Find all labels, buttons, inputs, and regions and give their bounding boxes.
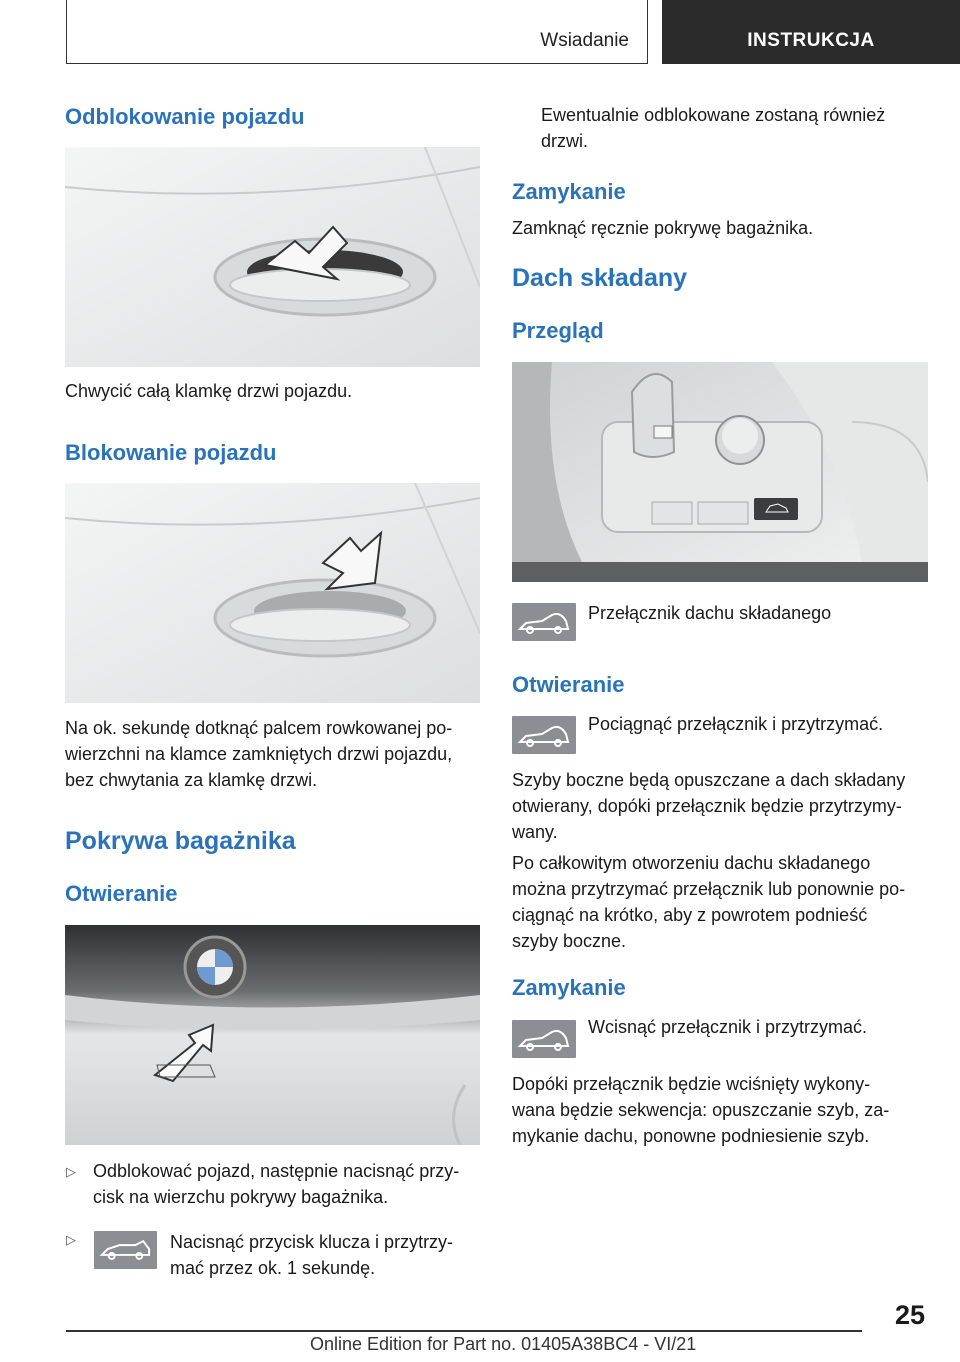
roof-close-text-line-2: wana będzie sekwencja: opuszczanie szyb, za-: [512, 1100, 890, 1120]
trunk-button-illustration: [65, 925, 480, 1145]
roof-open-text-2-line-1: Po całkowitym otworzeniu dachu składanego: [512, 853, 871, 873]
roof-close-text-line-3: mykanie dachu, ponowne podniesienie szyb.: [512, 1126, 870, 1146]
footer-divider: [66, 1330, 862, 1332]
heading-lock-vehicle: Blokowanie pojazdu: [65, 440, 277, 465]
car-trunk-key-icon: [94, 1231, 157, 1269]
header-section-box: [66, 0, 648, 64]
door-handle-lock-illustration: [65, 483, 480, 703]
trunk-step-2-line-2: mać przez ok. 1 sekundę.: [170, 1258, 376, 1278]
bullet-marker-1: ▷: [66, 1164, 76, 1179]
instruction-tab-label: INSTRUKCJA: [747, 30, 875, 51]
unlock-doors-note-line-2: drzwi.: [541, 131, 589, 151]
trunk-step-1-line-1: Odblokować pojazd, następnie nacisnąć przy-: [93, 1161, 460, 1181]
trunk-step-1-line-2: cisk na wierzchu pokrywy bagażnika.: [93, 1187, 389, 1207]
bullet-marker-2: ▷: [66, 1232, 76, 1247]
unlock-instruction: Chwycić całą klamkę drzwi pojazdu.: [65, 381, 353, 401]
center-console-illustration: [512, 362, 928, 582]
page-number: 25: [895, 1300, 926, 1330]
trunk-step-2-line-1: Nacisnąć przycisk klucza i przytrzy-: [170, 1232, 454, 1252]
roof-close-text-line-1: Dopóki przełącznik będzie wciśnięty wykony-: [512, 1074, 871, 1094]
heading-trunk-close: Zamykanie: [512, 179, 626, 204]
roof-open-action: Pociągnąć przełącznik i przytrzymać.: [588, 714, 884, 734]
lock-instruction-line-2: wierzchni na klamce zamkniętych drzwi pojazdu,: [65, 744, 453, 764]
heading-convertible-roof: Dach składany: [512, 264, 688, 292]
footer-edition: Online Edition for Part no. 01405A38BC4 - VI/21: [310, 1334, 697, 1354]
door-handle-unlock-illustration: [65, 147, 480, 367]
trunk-close-instruction: Zamknąć ręcznie pokrywę bagażnika.: [512, 218, 814, 238]
heading-roof-open: Otwieranie: [512, 672, 625, 697]
heading-trunk-lid: Pokrywa bagażnika: [65, 827, 296, 855]
heading-unlock-vehicle: Odblokowanie pojazdu: [65, 104, 305, 129]
unlock-doors-note-line-1: Ewentualnie odblokowane zostaną również: [541, 105, 886, 125]
section-title: Wsiadanie: [540, 30, 629, 51]
heading-roof-close: Zamykanie: [512, 975, 626, 1000]
convertible-roof-icon: [512, 603, 576, 641]
instruction-tab[interactable]: [662, 0, 960, 64]
roof-switch-label: Przełącznik dachu składanego: [588, 603, 832, 623]
roof-open-text-1-line-3: wany.: [512, 822, 558, 842]
roof-open-text-1-line-1: Szyby boczne będą opuszczane a dach składany: [512, 770, 906, 790]
roof-open-text-2-line-3: ciągnąć na krótko, aby z powrotem podnieść: [512, 905, 868, 925]
lock-instruction-line-1: Na ok. sekundę dotknąć palcem rowkowanej po-: [65, 718, 453, 738]
convertible-roof-icon: [512, 1020, 576, 1058]
roof-open-text-1-line-2: otwierany, dopóki przełącznik będzie przytrzymy-: [512, 796, 902, 816]
roof-close-action: Wcisnąć przełącznik i przytrzymać.: [588, 1017, 868, 1037]
convertible-roof-icon: [512, 716, 576, 754]
roof-open-text-2-line-4: szyby boczne.: [512, 931, 627, 951]
heading-overview: Przegląd: [512, 318, 604, 343]
roof-open-text-2-line-2: można przytrzymać przełącznik lub ponownie po-: [512, 879, 906, 899]
lock-instruction-line-3: bez chwytania za klamkę drzwi.: [65, 770, 318, 790]
heading-trunk-open: Otwieranie: [65, 881, 178, 906]
